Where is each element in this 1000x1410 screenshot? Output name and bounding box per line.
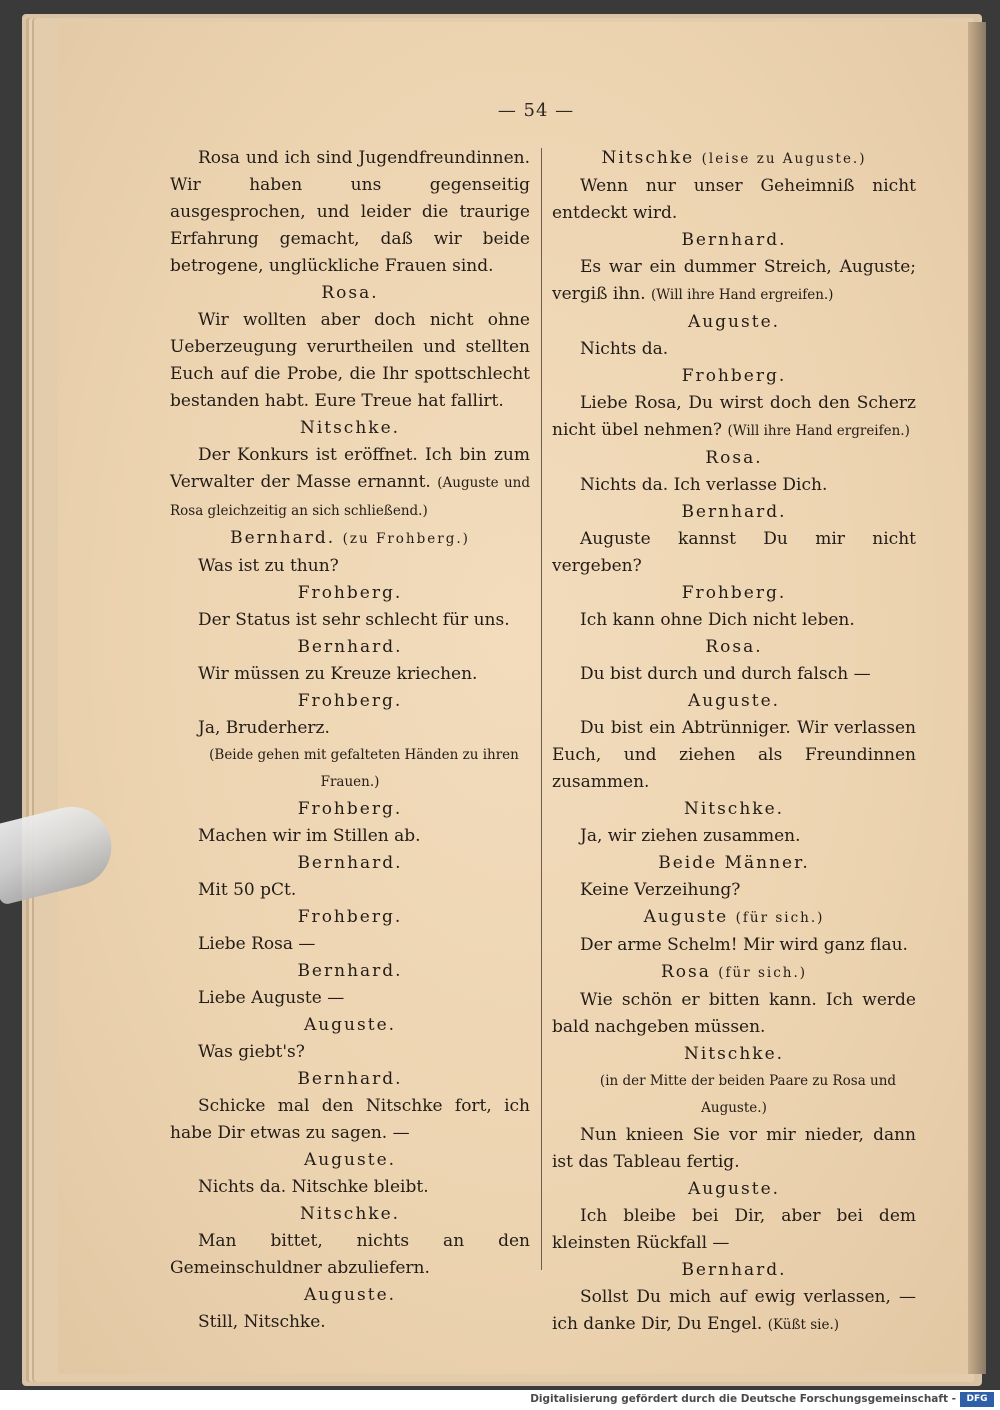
- dfg-logo: DFG: [960, 1392, 994, 1407]
- speaker-label: Bernhard.: [297, 961, 403, 981]
- speaker-name: [170, 1282, 530, 1309]
- dialogue-line: [552, 254, 916, 309]
- dialogue-text: Schicke mal den Nitschke fort, ich habe Dir etwas zu sagen. —: [170, 1096, 530, 1143]
- speaker-label: Nitschke.: [299, 418, 401, 438]
- speaker-name: [552, 904, 916, 932]
- dialogue-line: [170, 823, 530, 850]
- dialogue-text: Nichts da. Ich verlasse Dich.: [580, 475, 828, 495]
- dialogue-line: [552, 661, 916, 688]
- dialogue-text: Liebe Rosa, Du wirst doch den Scherz nicht übel nehmen?: [552, 393, 916, 440]
- speaker-label: Bernhard.: [297, 1069, 403, 1089]
- dialogue-line: [552, 877, 916, 904]
- speaker-name: [552, 1041, 916, 1068]
- dialogue-text: Man bittet, nichts an den Gemeinschuldner abzuliefern.: [170, 1231, 530, 1278]
- right-text-column: [552, 145, 916, 1339]
- speaker-name: [552, 1257, 916, 1284]
- stage-direction-text: (Beide gehen mit gefalteten Händen zu ihren Frauen.): [209, 747, 519, 790]
- dialogue-line: [552, 1203, 916, 1257]
- speaker-label: Frohberg.: [297, 907, 403, 927]
- dialogue-line: [170, 1093, 530, 1147]
- dialogue-line: [170, 442, 530, 525]
- stage-direction-text: (für sich.): [718, 965, 808, 981]
- dialogue-text: Der Konkurs ist eröffnet. Ich bin zum Verwalter der Masse ernannt.: [170, 445, 530, 492]
- dialogue-text: Nichts da.: [580, 339, 669, 359]
- speaker-name: [170, 904, 530, 931]
- stage-direction-text: (Auguste und Rosa gleichzeitig an sich schließend.): [170, 475, 531, 519]
- stage-direction-text: (zu Frohberg.): [342, 531, 470, 547]
- speaker-name: [552, 580, 916, 607]
- speaker-name: [552, 499, 916, 526]
- stage-direction-text: (für sich.): [735, 910, 825, 926]
- speaker-name: [170, 796, 530, 823]
- dialogue-line: [552, 932, 916, 959]
- speaker-name: [552, 227, 916, 254]
- column-divider: [541, 148, 542, 1270]
- dialogue-text: Der Status ist sehr schlecht für uns.: [198, 610, 510, 630]
- dialogue-text: Nun knieen Sie vor mir nieder, dann ist das Tableau fertig.: [552, 1125, 916, 1172]
- speaker-name: [170, 280, 530, 307]
- speaker-label: Bernhard.: [297, 853, 403, 873]
- speaker-label: Rosa: [660, 962, 711, 982]
- speaker-name: [552, 634, 916, 661]
- speaker-label: Auguste: [643, 907, 729, 927]
- dialogue-text: Keine Verzeihung?: [580, 880, 741, 900]
- dialogue-line: [552, 715, 916, 796]
- speaker-label: Rosa.: [321, 283, 379, 303]
- speaker-label: Frohberg.: [297, 799, 403, 819]
- speaker-name: [170, 688, 530, 715]
- speaker-name: [552, 959, 916, 987]
- dialogue-text: Wir müssen zu Kreuze kriechen.: [198, 664, 478, 684]
- dialogue-line: [552, 336, 916, 363]
- dialogue-line: [170, 307, 530, 415]
- book-spine-shadow: [968, 22, 986, 1374]
- dialogue-line: [170, 1309, 530, 1336]
- footer-credit: Digitalisierung gefördert durch die Deutsche Forschungsgemeinschaft -: [530, 1393, 956, 1405]
- dialogue-line: [552, 607, 916, 634]
- stage-direction: [170, 742, 530, 796]
- dialogue-text: Wir wollten aber doch nicht ohne Ueberzeugung verurtheilen und stellten Euch auf die Probe, die Ihr spottschlecht bestanden habt. Eure Treue hat fallirt.: [170, 310, 530, 411]
- speaker-label: Auguste.: [687, 1179, 781, 1199]
- dialogue-text: Nichts da. Nitschke bleibt.: [198, 1177, 429, 1197]
- speaker-name: [552, 850, 916, 877]
- dialogue-text: Liebe Auguste —: [198, 988, 345, 1008]
- speaker-label: Auguste.: [687, 312, 781, 332]
- dialogue-text: Rosa und ich sind Jugendfreundinnen. Wir haben uns gegenseitig ausgesprochen, und leider die traurige Erfahrung gemacht, daß wir beide betrogene, unglückliche Frauen sind.: [170, 148, 530, 276]
- stage-direction-text: (in der Mitte der beiden Paare zu Rosa und Auguste.): [599, 1073, 897, 1116]
- speaker-label: Auguste.: [303, 1015, 397, 1035]
- left-text-column: [170, 145, 530, 1336]
- speaker-name: [170, 1012, 530, 1039]
- dialogue-line: [552, 390, 916, 445]
- dialogue-line: [170, 145, 530, 280]
- dialogue-line: [170, 1228, 530, 1282]
- speaker-name: [552, 688, 916, 715]
- dialogue-text: Mit 50 pCt.: [198, 880, 297, 900]
- speaker-label: Nitschke.: [299, 1204, 401, 1224]
- speaker-name: [552, 145, 916, 173]
- dialogue-line: [170, 985, 530, 1012]
- speaker-label: Bernhard.: [230, 528, 336, 548]
- speaker-label: Beide Männer.: [658, 853, 810, 873]
- dialogue-text: Ja, Bruderherz.: [198, 718, 330, 738]
- speaker-label: Auguste.: [303, 1150, 397, 1170]
- dialogue-text: Der arme Schelm! Mir wird ganz flau.: [580, 935, 908, 955]
- speaker-name: [170, 850, 530, 877]
- dialogue-text: Was ist zu thun?: [198, 556, 339, 576]
- dialogue-line: [170, 715, 530, 742]
- speaker-name: [170, 1066, 530, 1093]
- speaker-name: [170, 1147, 530, 1174]
- dialogue-text: Wenn nur unser Geheimniß nicht entdeckt wird.: [552, 176, 916, 223]
- speaker-name: [552, 309, 916, 336]
- speaker-name: [170, 525, 530, 553]
- speaker-label: Bernhard.: [681, 230, 787, 250]
- speaker-label: Nitschke.: [683, 799, 785, 819]
- dialogue-line: [170, 661, 530, 688]
- dialogue-text: Es war ein dummer Streich, Auguste; vergiß ihn.: [552, 257, 916, 304]
- stage-direction-text: (Küßt sie.): [767, 1317, 839, 1333]
- dialogue-line: [170, 607, 530, 634]
- speaker-label: Frohberg.: [297, 583, 403, 603]
- speaker-label: Nitschke: [601, 148, 695, 168]
- dialogue-text: Ja, wir ziehen zusammen.: [580, 826, 801, 846]
- dialogue-line: [552, 987, 916, 1041]
- speaker-label: Bernhard.: [681, 502, 787, 522]
- dialogue-line: [552, 823, 916, 850]
- stage-direction-text: (Will ihre Hand ergreifen.): [651, 287, 834, 303]
- dialogue-line: [170, 1039, 530, 1066]
- speaker-name: [170, 634, 530, 661]
- dialogue-text: Liebe Rosa —: [198, 934, 316, 954]
- footer-bar: [0, 1390, 1000, 1410]
- stage-direction: [552, 1068, 916, 1122]
- dialogue-line: [552, 472, 916, 499]
- stage-direction-text: (Will ihre Hand ergreifen.): [727, 423, 910, 439]
- dialogue-text: Ich bleibe bei Dir, aber bei dem kleinsten Rückfall —: [552, 1206, 916, 1253]
- stage-direction-text: (leise zu Auguste.): [701, 151, 867, 167]
- speaker-label: Frohberg.: [681, 583, 787, 603]
- dialogue-text: Ich kann ohne Dich nicht leben.: [580, 610, 855, 630]
- speaker-label: Bernhard.: [681, 1260, 787, 1280]
- speaker-name: [170, 1201, 530, 1228]
- speaker-name: [170, 415, 530, 442]
- dialogue-line: [170, 1174, 530, 1201]
- speaker-label: Rosa.: [705, 448, 763, 468]
- speaker-label: Rosa.: [705, 637, 763, 657]
- page-number: — 54 —: [497, 100, 575, 121]
- speaker-name: [552, 363, 916, 390]
- dialogue-line: [552, 1284, 916, 1339]
- dialogue-text: Du bist durch und durch falsch —: [580, 664, 871, 684]
- speaker-name: [552, 445, 916, 472]
- dialogue-line: [170, 877, 530, 904]
- dialogue-text: Auguste kannst Du mir nicht vergeben?: [552, 529, 916, 576]
- speaker-name: [552, 796, 916, 823]
- speaker-name: [552, 1176, 916, 1203]
- speaker-name: [170, 580, 530, 607]
- dialogue-text: Sollst Du mich auf ewig verlassen, — ich danke Dir, Du Engel.: [552, 1287, 916, 1334]
- dialogue-text: Wie schön er bitten kann. Ich werde bald nachgeben müssen.: [552, 990, 916, 1037]
- speaker-label: Bernhard.: [297, 637, 403, 657]
- speaker-label: Frohberg.: [681, 366, 787, 386]
- dialogue-text: Was giebt's?: [198, 1042, 305, 1062]
- dialogue-line: [552, 526, 916, 580]
- dialogue-text: Still, Nitschke.: [198, 1312, 326, 1332]
- dialogue-line: [552, 1122, 916, 1176]
- speaker-name: [170, 958, 530, 985]
- speaker-label: Frohberg.: [297, 691, 403, 711]
- dialogue-line: [552, 173, 916, 227]
- dialogue-text: Machen wir im Stillen ab.: [198, 826, 421, 846]
- speaker-label: Auguste.: [303, 1285, 397, 1305]
- dialogue-text: Du bist ein Abtrünniger. Wir verlassen Euch, und ziehen als Freundinnen zusammen.: [552, 718, 916, 792]
- speaker-label: Auguste.: [687, 691, 781, 711]
- dialogue-line: [170, 931, 530, 958]
- speaker-label: Nitschke.: [683, 1044, 785, 1064]
- dialogue-line: [170, 553, 530, 580]
